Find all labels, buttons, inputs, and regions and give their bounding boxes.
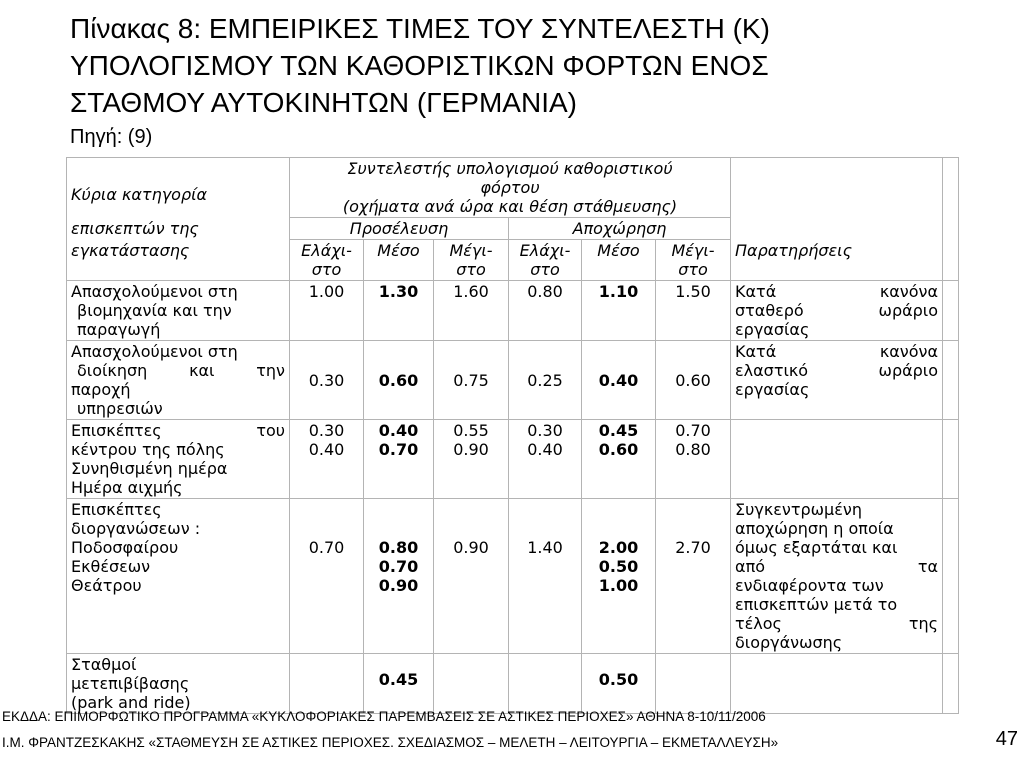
coefficient-table (66, 157, 959, 714)
value-cell: 1.40 (509, 499, 582, 654)
table-row (67, 341, 959, 420)
title-line-3: ΣΤΑΘΜΟΥ ΑΥΤΟΚΙΝΗΤΩΝ (ΓΕΡΜΑΝΙΑ) (70, 87, 577, 118)
header-arrival: Προσέλευση (290, 218, 509, 240)
edge-cell (943, 341, 959, 420)
header-arrival-avg: Μέσο (364, 240, 434, 281)
value-cell: 0.50 (582, 654, 656, 714)
edge-cell (943, 654, 959, 714)
header-remarks: Παρατηρήσεις (731, 240, 943, 281)
value-cell (434, 654, 509, 714)
table-row (67, 654, 959, 714)
footer-line-2: Ι.Μ. ΦΡΑΝΤΖΕΣΚΑΚΗΣ «ΣΤΑΘΜΕΥΣΗ ΣΕ ΑΣΤΙΚΕΣ ΠΕΡΙΟΧΕΣ. ΣΧΕΔΙΑΣΜΟΣ – ΜΕΛΕΤΗ – ΛΕΙΤΟΥΡΓΙΑ – ΕΚΜΕΤΑΛΛΕΥΣΗ» (2, 735, 779, 750)
remarks-cell (731, 654, 943, 714)
remarks-cell (731, 420, 943, 499)
value-cell: 1.50 (656, 281, 731, 341)
value-cell: 0.80 (509, 281, 582, 341)
value-cell: 0.70 (290, 499, 364, 654)
edge-cell (943, 499, 959, 654)
header-arrival-max: Μέγι- στο (434, 240, 509, 281)
header-remarks-mid-cell (731, 218, 943, 240)
category-cell: Απασχολούμενοι στη διοίκηση και την παροχή υπηρεσιών (67, 341, 290, 420)
value-cell: 0.80 0.70 0.90 (364, 499, 434, 654)
value-cell: 0.40 (582, 341, 656, 420)
header-row-2 (67, 218, 959, 240)
header-row-1 (67, 158, 959, 218)
category-cell: Επισκέπτες του κέντρου της πόλης Συνηθισμένη ημέρα Ημέρα αιχμής (67, 420, 290, 499)
value-cell: 0.30 0.40 (290, 420, 364, 499)
value-cell: 0.25 (509, 341, 582, 420)
value-cell: 2.70 (656, 499, 731, 654)
value-cell: 1.30 (364, 281, 434, 341)
page-title (70, 10, 970, 121)
title-line-1: Πίνακας 8: ΕΜΠΕΙΡΙΚΕΣ ΤΙΜΕΣ ΤΟΥ ΣΥΝΤΕΛΕΣΤΗ (Κ) (70, 13, 770, 44)
value-cell: 0.55 0.90 (434, 420, 509, 499)
edge-cell (943, 420, 959, 499)
value-cell: 0.60 (364, 341, 434, 420)
value-cell: 0.45 0.60 (582, 420, 656, 499)
table-row (67, 281, 959, 341)
title-line-2: ΥΠΟΛΟΓΙΣΜΟΥ ΤΩΝ ΚΑΘΟΡΙΣΤΙΚΩΝ ΦΟΡΤΩΝ ΕΝΟΣ (70, 50, 769, 81)
value-cell: 1.10 (582, 281, 656, 341)
category-cell: Απασχολούμενοι στη βιομηχανία και την παραγωγή (67, 281, 290, 341)
header-departure-max: Μέγι- στο (656, 240, 731, 281)
footer-line-1: ΕΚΔΔΑ: ΕΠΙΜΟΡΦΩΤΙΚΟ ΠΡΟΓΡΑΜΜΑ «ΚΥΚΛΟΦΟΡΙΑΚΕΣ ΠΑΡΕΜΒΑΣΕΙΣ ΣΕ ΑΣΤΙΚΕΣ ΠΕΡΙΟΧΕΣ» ΑΘΗΝΑ 8-10/11/2006 (2, 709, 766, 724)
category-cell: Επισκέπτες διοργανώσεων : Ποδοσφαίρου Εκθέσεων Θεάτρου (67, 499, 290, 654)
value-cell: 0.60 (656, 341, 731, 420)
header-coefficient-cell (290, 158, 731, 218)
header-row-3 (67, 240, 959, 281)
header-arrival-min: Ελάχι- στο (290, 240, 364, 281)
table-row (67, 420, 959, 499)
remarks-cell: Συγκεντρωμένη αποχώρηση η οποία όμως εξαρτάται και από τα ενδιαφέροντα των επισκεπτών μετά το τέλος της διοργάνωσης (731, 499, 943, 654)
value-cell (290, 654, 364, 714)
value-cell: 0.40 0.70 (364, 420, 434, 499)
edge-cell (943, 281, 959, 341)
value-cell (509, 654, 582, 714)
source-note: Πηγή: (9) (70, 126, 153, 148)
value-cell: 0.30 0.40 (509, 420, 582, 499)
value-cell: 0.70 0.80 (656, 420, 731, 499)
header-coefficient-line-2: φόρτου (480, 178, 540, 197)
header-remarks-top-cell (731, 158, 943, 218)
value-cell: 1.00 (290, 281, 364, 341)
value-cell: 0.90 (434, 499, 509, 654)
header-category-cell (67, 158, 290, 218)
header-departure: Αποχώρηση (509, 218, 731, 240)
remarks-cell: Κατά κανόνα ελαστικό ωράριο εργασίας (731, 341, 943, 420)
header-coefficient-line-1: Συντελεστής υπολογισμού καθοριστικού (347, 159, 673, 178)
value-cell: 1.60 (434, 281, 509, 341)
header-departure-avg: Μέσο (582, 240, 656, 281)
value-cell: 2.00 0.50 1.00 (582, 499, 656, 654)
remarks-cell: Κατά κανόνα σταθερό ωράριο εργασίας (731, 281, 943, 341)
header-edge-cell (943, 158, 959, 281)
category-cell: Σταθμοί μετεπιβίβασης (park and ride) (67, 654, 290, 714)
header-coefficient-line-3: (οχήματα ανά ώρα και θέση στάθμευσης) (342, 197, 678, 216)
page-number: 47 (995, 728, 1018, 750)
value-cell: 0.45 (364, 654, 434, 714)
header-departure-min: Ελάχι- στο (509, 240, 582, 281)
table-row (67, 499, 959, 654)
value-cell: 0.30 (290, 341, 364, 420)
header-category-cell-2: επισκεπτών της (67, 218, 290, 240)
header-category-line-1: Κύρια κατηγορία (71, 184, 208, 204)
value-cell: 0.75 (434, 341, 509, 420)
value-cell (656, 654, 731, 714)
header-category-cell-3: εγκατάστασης (67, 240, 290, 281)
